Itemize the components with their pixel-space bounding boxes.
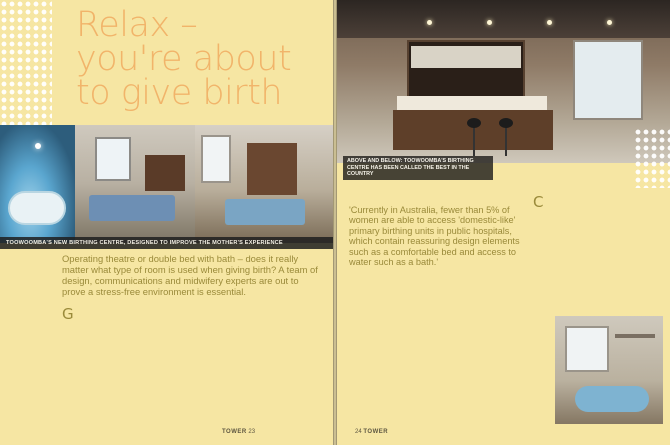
body-column-r2: [533, 128, 661, 188]
body-column-r1-lower: [349, 292, 499, 424]
birthing-room-photo-2: [195, 125, 333, 243]
double-bed: [225, 199, 305, 225]
headline-line-2: you're about: [76, 39, 292, 79]
bathtub: [8, 191, 66, 225]
birthing-bath-photo: [0, 125, 75, 243]
downlight: [427, 20, 432, 25]
birthing-room-bath-photo: [555, 316, 663, 424]
room-window: [201, 135, 231, 183]
footer-brand: TOWER: [222, 429, 247, 435]
shelf-backlight: [411, 46, 521, 68]
birthing-room-photo-1: [75, 125, 195, 243]
photo-caption-right: ABOVE AND BELOW: TOOWOOMBA'S BIRTHING CENTRE HAS BEEN CALLED THE BEST IN THE COUNTRY: [343, 156, 493, 180]
photo-caption-left: TOOWOOMBA'S NEW BIRTHING CENTRE, DESIGNED TO IMPROVE THE MOTHER'S EXPERIENCE: [0, 237, 333, 249]
downlight: [607, 20, 612, 25]
birthing-bath: [575, 386, 649, 412]
body-column-2: [203, 308, 325, 428]
right-page: [337, 0, 670, 445]
page-footer-right: [355, 429, 388, 435]
drop-cap: C: [533, 196, 544, 211]
timber-cabinet: [145, 155, 185, 191]
kitchen-counter: [397, 96, 547, 110]
headline: [76, 5, 326, 113]
bar-stool: [467, 118, 481, 128]
page-footer-left: [222, 429, 255, 435]
footer-brand: TOWER: [363, 429, 389, 435]
double-bed: [89, 195, 175, 221]
body-column-1: [62, 308, 184, 428]
room-window: [565, 326, 609, 372]
headline-line-1: Relax –: [76, 5, 198, 45]
timber-wall-panel: [247, 143, 297, 195]
room-window: [95, 137, 131, 181]
page-number: 23: [248, 429, 256, 435]
bar-stool: [499, 118, 513, 128]
ceiling-light: [35, 143, 41, 149]
room-window: [573, 40, 643, 120]
grab-rail: [615, 334, 655, 338]
drop-cap: G: [62, 308, 74, 323]
downlight: [487, 20, 492, 25]
headline-line-3: to give birth: [76, 73, 283, 113]
intro-standfirst: Operating theatre or double bed with bath – does it really matter what type of room is used when giving birth? A team of design, communications and midwifery experts are out to prove a stress-free environment is essential.: [62, 253, 318, 297]
stool-leg: [473, 126, 475, 156]
ceiling: [337, 0, 670, 38]
pull-quote: 'Currently in Australia, fewer than 5% of women are able to access 'domestic-like' primary birthing units in public hospitals, which contain reassuring design elements such as a comfortable bed and access to water such as a bath.': [349, 205, 520, 268]
page-number: 24: [355, 429, 362, 435]
downlight: [547, 20, 552, 25]
stool-leg: [505, 126, 507, 156]
left-page: [0, 0, 333, 445]
body-column-r3: [533, 196, 661, 314]
birthing-rooms-photo-strip: [0, 125, 333, 243]
